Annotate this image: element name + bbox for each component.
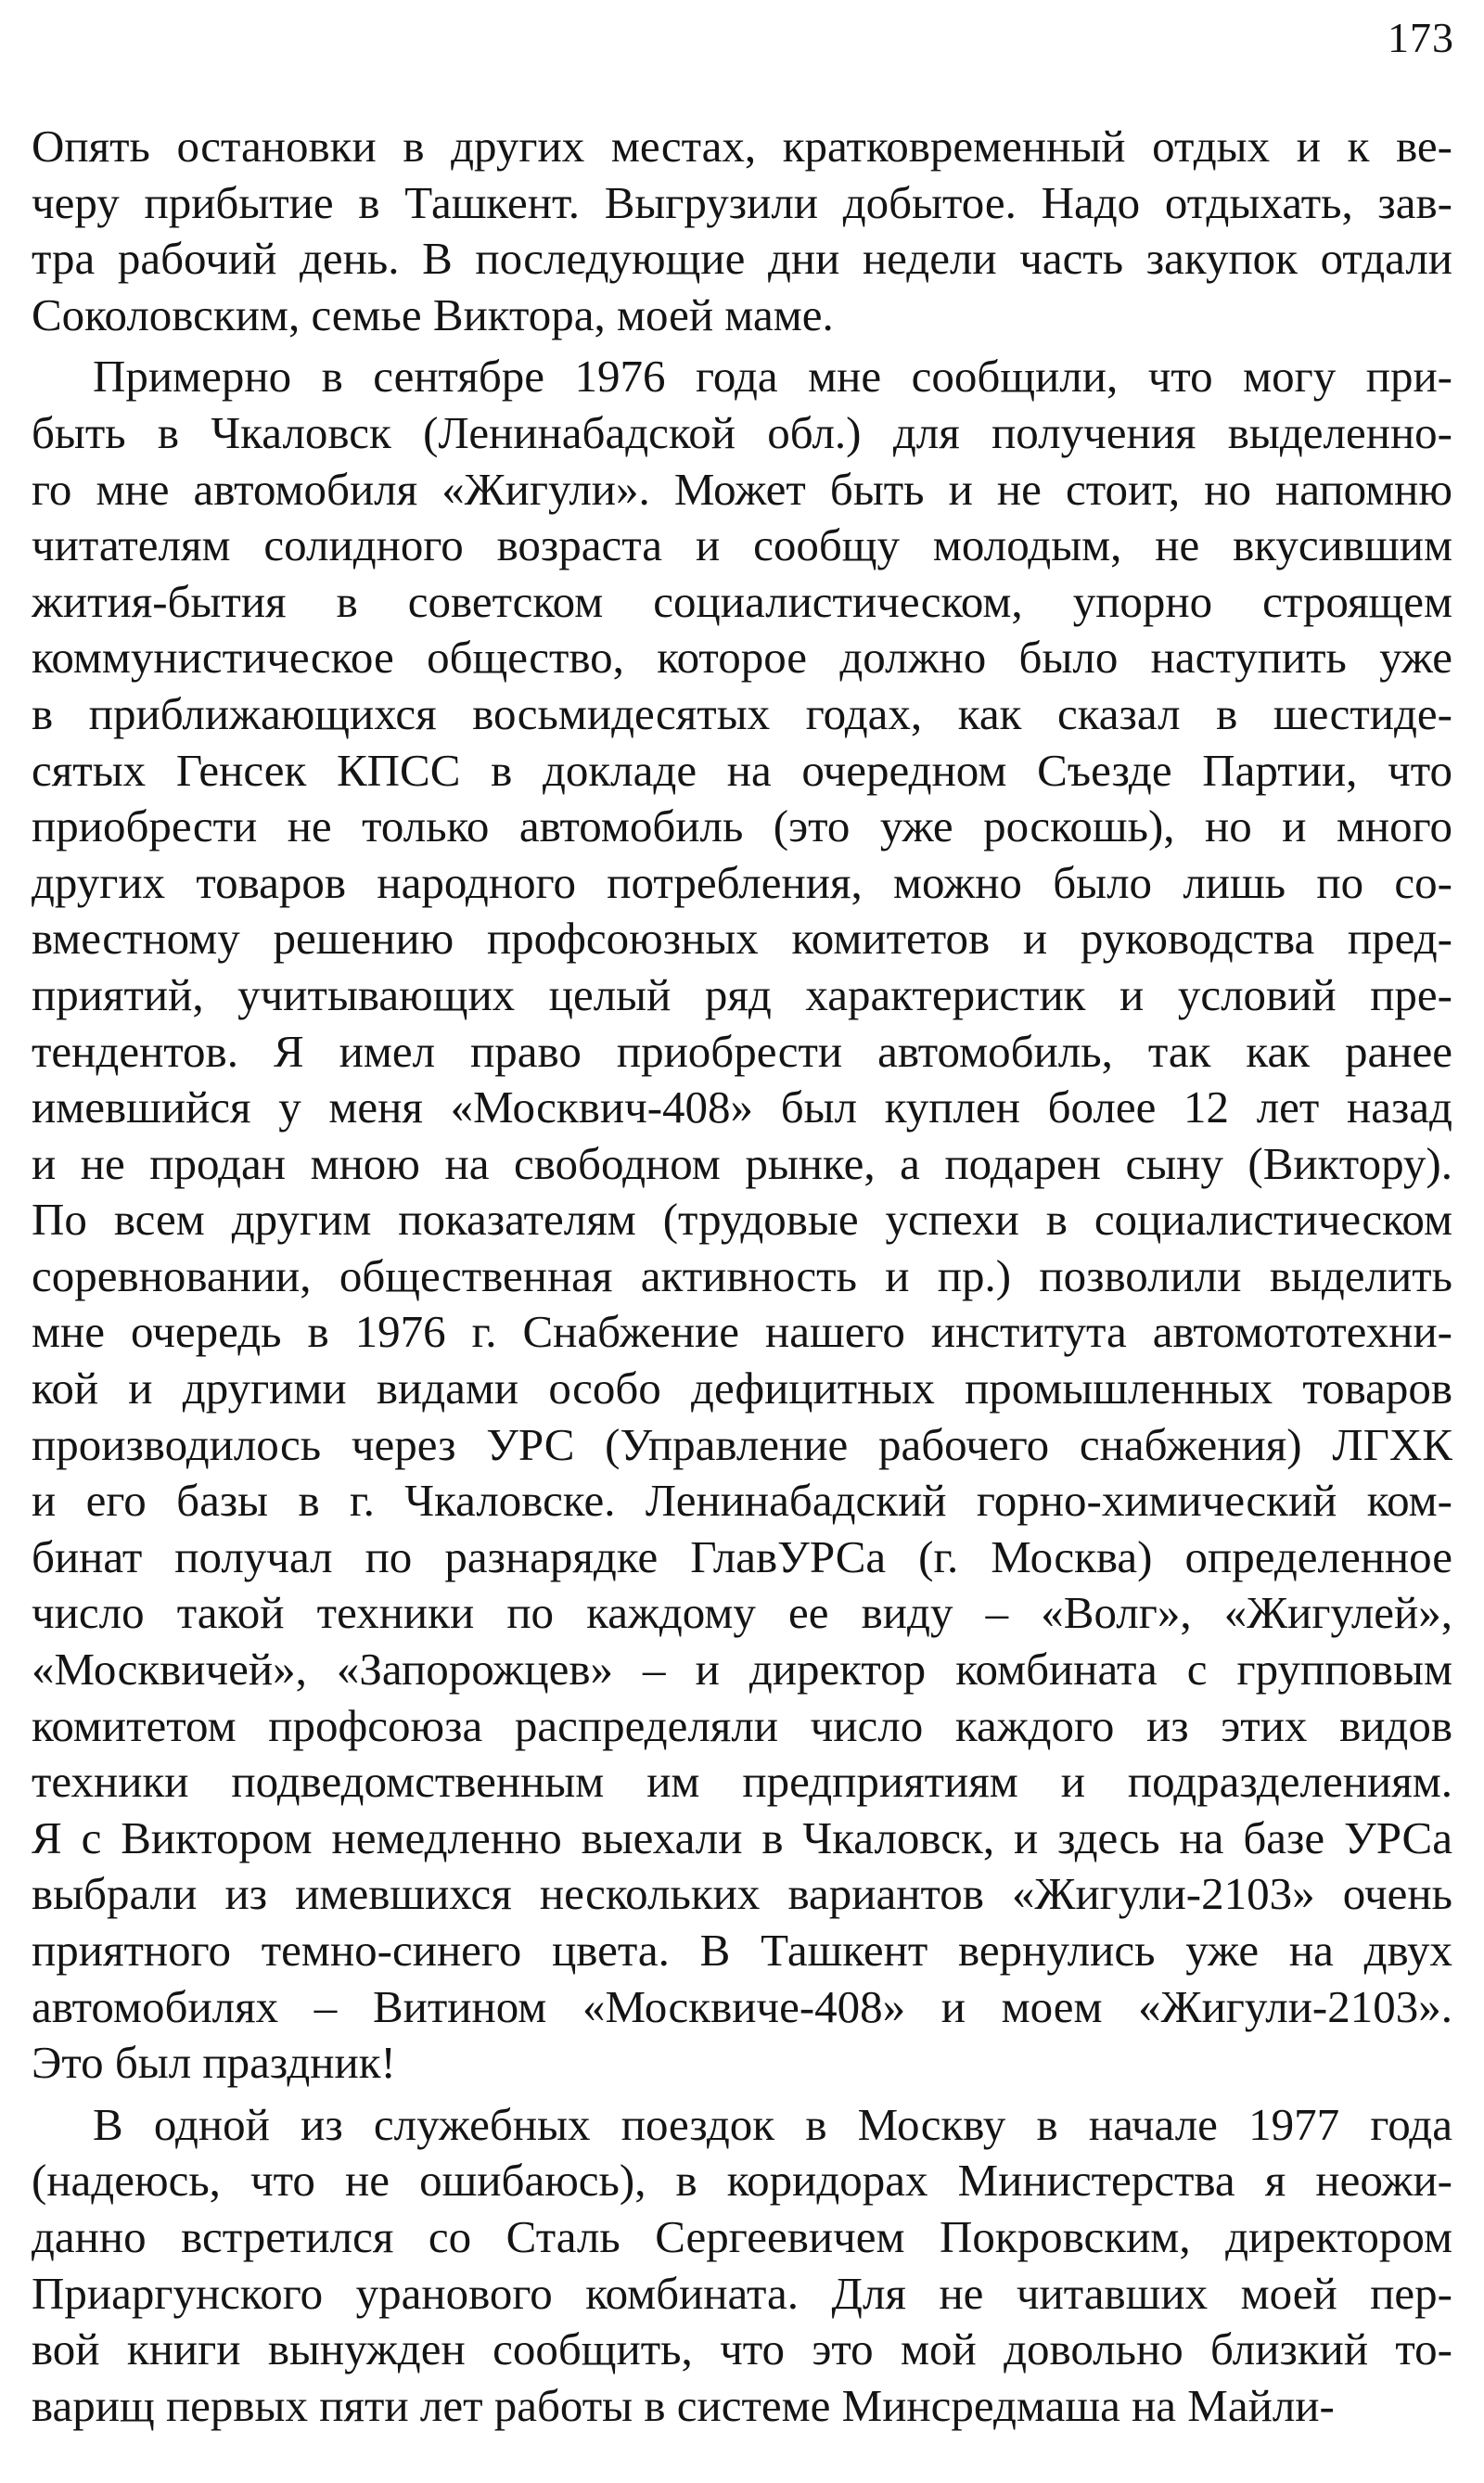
text-line: тра рабочий день. В последующие дни недели часть закупок отдали xyxy=(32,233,1452,285)
text-line: «Москвичей», «Запорожцев» – и директор комбината с групповым xyxy=(32,1644,1452,1696)
text-line: мне очередь в 1976 г. Снабжение нашего института автомототехни- xyxy=(32,1306,1452,1358)
text-line: число такой техники по каждому ее виду – «Волг», «Жигулей», xyxy=(32,1587,1452,1639)
paragraph xyxy=(32,2097,1452,2435)
body-text xyxy=(32,119,1452,2439)
text-line: и его базы в г. Чкаловске. Ленинабадский горно-химический ком- xyxy=(32,1475,1452,1527)
text-line: (надеюсь, что не ошибаюсь), в коридорах Министерства я неожи- xyxy=(32,2155,1452,2207)
text-line: и не продан мною на свободном рынке, а подарен сыну (Виктору). xyxy=(32,1137,1452,1189)
text-line: бинат получал по разнарядке ГлавУРСа (г. Москва) определенное xyxy=(32,1530,1452,1582)
text-line: выбрали из имевшихся нескольких вариантов «Жигули-2103» очень xyxy=(32,1868,1452,1920)
text-line: кой и другими видами особо дефицитных промышленных товаров xyxy=(32,1363,1452,1414)
text-line: комитетом профсоюза распределяли число каждого из этих видов xyxy=(32,1699,1452,1751)
page-number: 173 xyxy=(1388,14,1454,61)
text-line: Опять остановки в других местах, кратковременный отдых и к ве- xyxy=(32,121,1452,172)
text-line: быть в Чкаловск (Ленинабадской обл.) для получения выделенно- xyxy=(32,406,1452,458)
text-line: коммунистическое общество, которое должно было наступить уже xyxy=(32,632,1452,684)
text-line: производилось через УРС (Управление рабочего снабжения) ЛГХК xyxy=(32,1418,1452,1470)
text-line: жития-бытия в советском социалистическом, упорно строящем xyxy=(32,575,1452,627)
text-line: в приближающихся восьмидесятых годах, как сказал в шестиде- xyxy=(32,687,1452,739)
text-line: приобрести не только автомобиль (это уже роскошь), но и много xyxy=(32,800,1452,852)
text-line: имевшийся у меня «Москвич-408» был куплен более 12 лет назад xyxy=(32,1082,1452,1133)
text-line: Приаргунского уранового комбината. Для не читавших моей пер- xyxy=(32,2267,1452,2319)
text-line: тендентов. Я имел право приобрести автомобиль, так как ранее xyxy=(32,1025,1452,1077)
text-line: данно встретился со Сталь Сергеевичем Покровским, директором xyxy=(32,2210,1452,2262)
text-line: го мне автомобиля «Жигули». Может быть и не стоит, но напомню xyxy=(32,463,1452,515)
text-line: Примерно в сентябре 1976 года мне сообщили, что могу при- xyxy=(93,351,1452,403)
text-line: читателям солидного возраста и сообщу молодым, не вкусившим xyxy=(32,519,1452,571)
text-line: Я с Виктором немедленно выехали в Чкаловск, и здесь на базе УРСа xyxy=(32,1811,1452,1863)
text-line: других товаров народного потребления, можно было лишь по со- xyxy=(32,856,1452,908)
text-line: соревновании, общественная активность и пр.) позволили выделить xyxy=(32,1249,1452,1301)
text-line: По всем другим показателям (трудовые успехи в социалистическом xyxy=(32,1194,1452,1246)
paragraph xyxy=(32,119,1452,343)
text-line: Это был праздник! xyxy=(32,2037,396,2089)
text-line: сятых Генсек КПСС в докладе на очередном Съезде Партии, что xyxy=(32,744,1452,796)
text-line: приятий, учитывающих целый ряд характеристик и условий пре- xyxy=(32,968,1452,1020)
text-line: В одной из служебных поездок в Москву в начале 1977 года xyxy=(93,2098,1452,2150)
text-line: варищ первых пяти лет работы в системе Минсредмаша на Майли- xyxy=(32,2379,1335,2431)
text-line: черу прибытие в Ташкент. Выгрузили добытое. Надо отдыхать, зав- xyxy=(32,176,1452,228)
text-line: автомобилях – Витином «Москвиче-408» и моем «Жигули-2103». xyxy=(32,1980,1452,2032)
text-line: Соколовским, семье Виктора, моей маме. xyxy=(32,288,834,340)
text-line: вместному решению профсоюзных комитетов и руководства пред- xyxy=(32,913,1452,965)
paragraph xyxy=(32,349,1452,2091)
text-line: вой книги вынужден сообщить, что это мой довольно близкий то- xyxy=(32,2323,1452,2375)
text-line: приятного темно-синего цвета. В Ташкент вернулись уже на двух xyxy=(32,1925,1452,1976)
text-line: техники подведомственным им предприятиям и подразделениям. xyxy=(32,1756,1452,1808)
